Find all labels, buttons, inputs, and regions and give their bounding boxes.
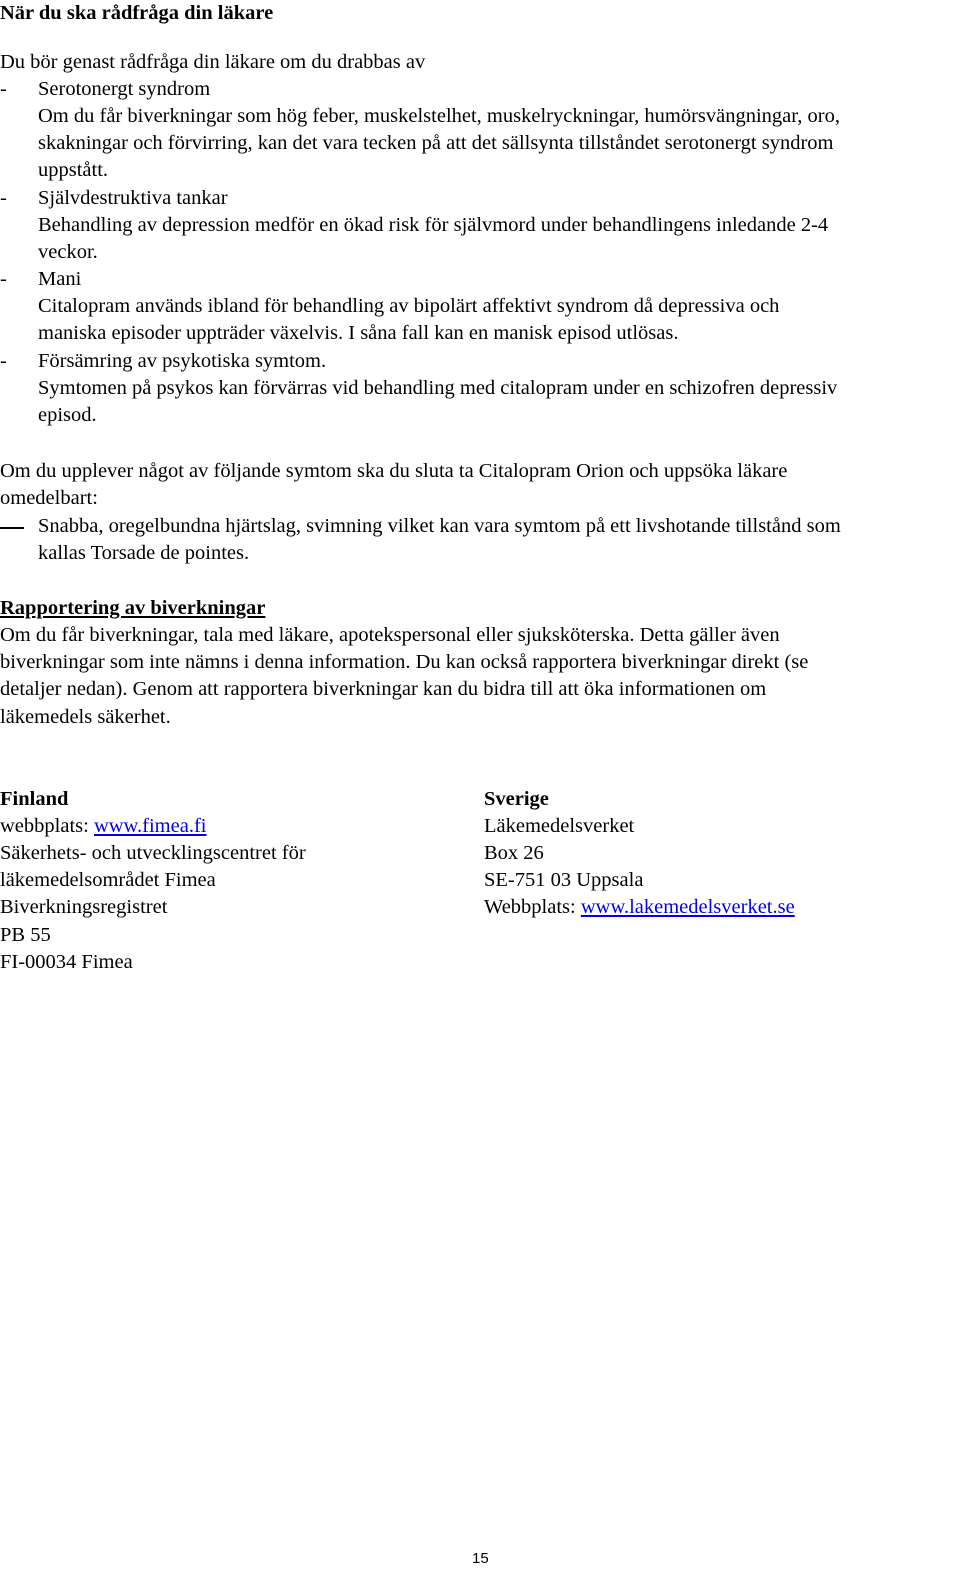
list-item-text: Symtomen på psykos kan förvärras vid behandling med citalopram under en schizofren depressiv: [38, 377, 838, 399]
list-item-text: episod.: [38, 404, 97, 426]
paragraph-text: Om du upplever något av följande symtom ska du sluta ta Citalopram Orion och uppsöka läkare: [0, 460, 788, 482]
list-marker: -: [0, 350, 7, 372]
list-item-title: Försämring av psykotiska symtom.: [38, 350, 327, 372]
list-item-text: Om du får biverkningar som hög feber, muskelstelhet, muskelryckningar, humörsvängningar, oro,: [38, 105, 840, 127]
section-heading: När du ska rådfråga din läkare: [0, 2, 274, 24]
sverige-address-line: SE-751 03 Uppsala: [484, 869, 644, 891]
finland-address-line: Säkerhets- och utvecklingscentret för: [0, 842, 306, 864]
page-number: 15: [472, 1550, 489, 1567]
list-item-title: Mani: [38, 268, 82, 290]
sverige-website-label: Webbplats:: [484, 896, 581, 918]
finland-website-label: webbplats:: [0, 815, 94, 837]
sverige-heading: Sverige: [484, 788, 549, 810]
finland-address-line: läkemedelsområdet Fimea: [0, 869, 216, 891]
finland-address-line: FI-00034 Fimea: [0, 951, 133, 973]
list-item-text: Snabba, oregelbundna hjärtslag, svimning vilket kan vara symtom på ett livshotande tillstånd som: [38, 515, 841, 537]
finland-heading: Finland: [0, 788, 69, 810]
lakemedelsverket-link[interactable]: www.lakemedelsverket.se: [580, 896, 795, 918]
section-heading: Rapportering av biverkningar: [0, 597, 266, 619]
list-item-text: skakningar och förvirring, kan det vara tecken på att det sällsynta tillståndet serotonergt syndrom: [38, 132, 834, 154]
sverige-address-line: Box 26: [484, 842, 544, 864]
paragraph-text: omedelbart:: [0, 487, 98, 509]
list-dash-marker: [0, 527, 24, 529]
list-item-text: veckor.: [38, 241, 98, 263]
intro-text: Du bör genast rådfråga din läkare om du drabbas av: [0, 51, 426, 73]
list-marker: -: [0, 187, 7, 209]
sverige-website: [484, 894, 795, 921]
list-item-text: Citalopram används ibland för behandling av bipolärt affektivt syndrom då depressiva och: [38, 295, 780, 317]
finland-address-line: Biverkningsregistret: [0, 896, 168, 918]
fimea-link[interactable]: www.fimea.fi: [93, 815, 207, 837]
paragraph-text: detaljer nedan). Genom att rapportera biverkningar kan du bidra till att öka informationen om: [0, 678, 767, 700]
list-item-title: Självdestruktiva tankar: [38, 187, 228, 209]
list-item-text: uppstått.: [38, 159, 109, 181]
list-item-text: kallas Torsade de pointes.: [38, 542, 250, 564]
finland-address-line: PB 55: [0, 924, 51, 946]
list-item-text: Behandling av depression medför en ökad risk för självmord under behandlingens inledande 2-4: [38, 214, 829, 236]
list-item-text: maniska episoder uppträder växelvis. I såna fall kan en manisk episod utlösas.: [38, 322, 679, 344]
sverige-address-line: Läkemedelsverket: [484, 815, 635, 837]
list-item-title: Serotonergt syndrom: [38, 78, 211, 100]
paragraph-text: läkemedels säkerhet.: [0, 706, 171, 728]
paragraph-text: biverkningar som inte nämns i denna information. Du kan också rapportera biverkningar direkt (se: [0, 651, 809, 673]
finland-website: [0, 813, 206, 840]
list-marker: -: [0, 78, 7, 100]
list-marker: -: [0, 268, 7, 290]
paragraph-text: Om du får biverkningar, tala med läkare, apotekspersonal eller sjuksköterska. Detta gäller även: [0, 624, 780, 646]
